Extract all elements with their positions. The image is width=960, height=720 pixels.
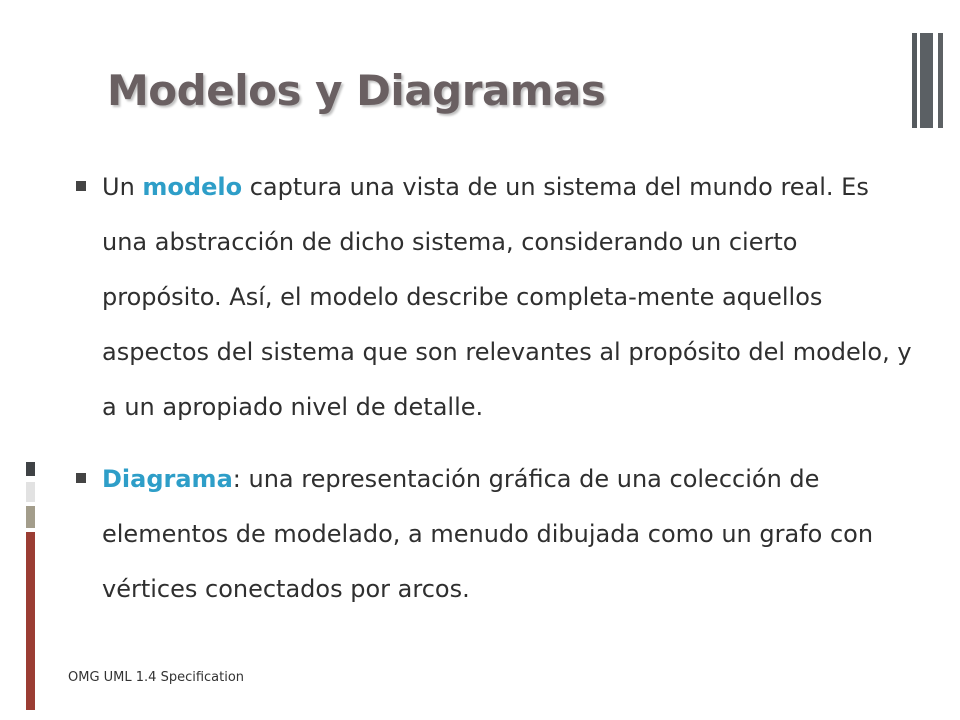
bullet-text (102, 160, 918, 435)
decorative-bar (920, 33, 933, 128)
bullet-body: : una representación gráfica de una colección de elementos de modelado, a menudo dibujada como un grafo con vértices conectados por arcos. (102, 465, 874, 603)
keyword-diagrama: Diagrama (102, 465, 233, 493)
bullet-body: captura una vista de un sistema del mundo real. Es una abstracción de dicho sistema, considerando un cierto propósito. Así, el modelo describe completa-mente aquellos aspectos del sistema que son relevantes al propósito del modelo, y a un apropiado nivel de detalle. (102, 173, 912, 421)
bullet-item-modelo (66, 160, 918, 435)
square-bullet-icon (76, 473, 86, 483)
slide-title: Modelos y Diagramas (107, 66, 606, 115)
bullet-item-diagrama (66, 452, 918, 617)
square-bullet-icon (76, 181, 86, 191)
source-citation: OMG UML 1.4 Specification (68, 670, 245, 685)
decorative-bar (912, 33, 917, 128)
decorative-bar (938, 33, 943, 128)
decorative-bar (26, 462, 35, 476)
bullet-prefix: Un (102, 173, 143, 201)
decorative-bar (26, 532, 35, 710)
decorative-bar (26, 506, 35, 528)
decorative-bar (26, 482, 35, 502)
keyword-modelo: modelo (142, 173, 243, 201)
bullet-text (102, 452, 918, 617)
